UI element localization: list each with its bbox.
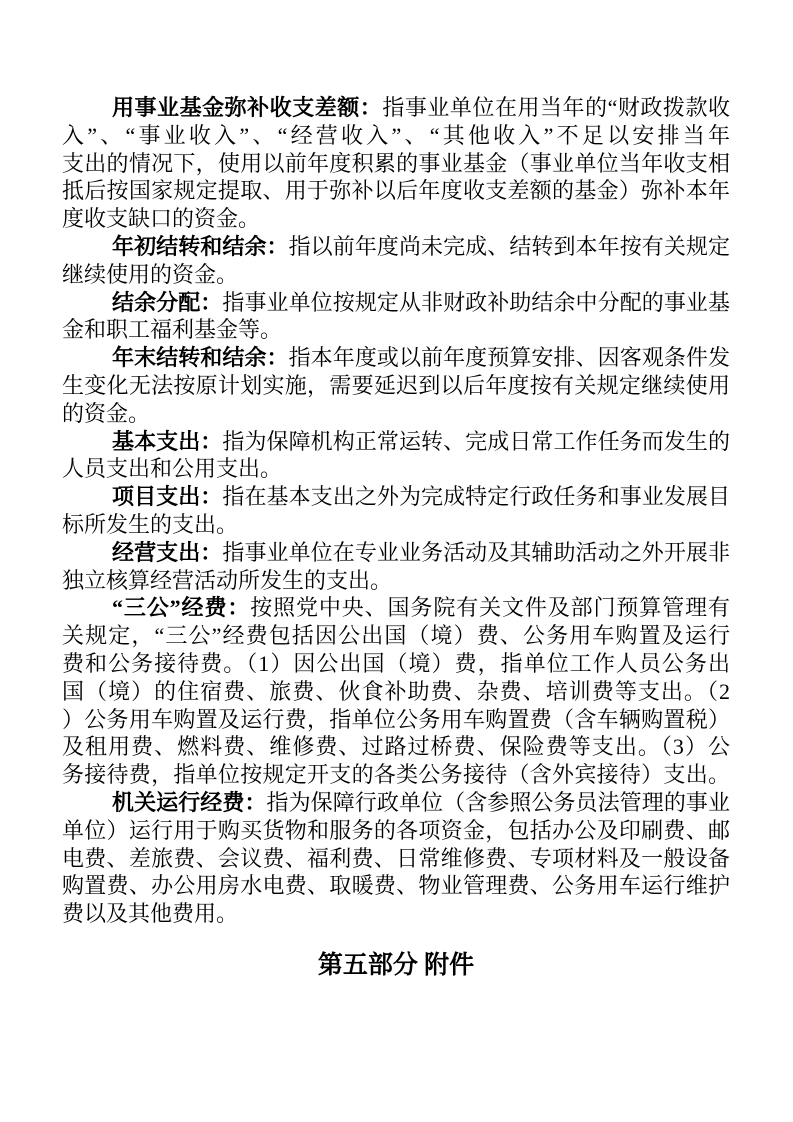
document-line: 支出的情况下，使用以前年度积累的事业基金（事业单位当年收支相 — [62, 150, 730, 176]
document-body — [62, 94, 730, 928]
document-line: “三公”经费：按照党中央、国务院有关文件及部门预算管理有 — [112, 595, 730, 621]
document-line: 度收支缺口的资金。 — [62, 206, 261, 232]
term-label: 机关运行经费： — [112, 789, 267, 815]
document-line: 人员支出和公用支出。 — [62, 456, 283, 482]
document-line: 标所发生的支出。 — [62, 511, 239, 537]
document-line: 务接待费，指单位按规定开支的各类公务接待（含外宾接待）支出。 — [62, 762, 730, 788]
document-text-block — [62, 94, 730, 983]
term-label: 经营支出： — [112, 539, 223, 565]
document-line: 费和公务接待费。（1）因公出国（境）费，指单位工作人员公务出 — [62, 650, 730, 676]
document-line: 费以及其他费用。 — [62, 901, 239, 927]
document-line: 金和职工福利基金等。 — [62, 317, 283, 343]
document-line: 抵后按国家规定提取、用于弥补以后年度收支差额的基金）弥补本年 — [62, 178, 730, 204]
document-line: 用事业基金弥补收支差额：指事业单位在用当年的“财政拨款收 — [112, 95, 730, 120]
term-label: 项目支出： — [112, 484, 223, 510]
document-line: 基本支出：指为保障机构正常运转、完成日常工作任务而发生的 — [112, 428, 730, 454]
document-line: 独立核算经营活动所发生的支出。 — [62, 567, 393, 593]
document-line: 购置费、办公用房水电费、取暖费、物业管理费、公务用车运行维护 — [62, 873, 730, 899]
term-label: 结余分配： — [112, 289, 223, 315]
term-label: 用事业基金弥补收支差额： — [112, 95, 383, 120]
term-label: “三公”经费： — [112, 595, 251, 621]
document-line: 机关运行经费：指为保障行政单位（含参照公务员法管理的事业 — [112, 789, 730, 815]
document-line: 项目支出：指在基本支出之外为完成特定行政任务和事业发展目 — [112, 484, 730, 510]
document-line: 电费、差旅费、会议费、福利费、日常维修费、专项材料及一般设备 — [62, 845, 730, 871]
document-line: 的资金。 — [62, 400, 151, 426]
document-line: 年初结转和结余：指以前年度尚未完成、结转到本年按有关规定 — [112, 233, 730, 259]
document-line: 单位）运行用于购买货物和服务的各项资金，包括办公及印刷费、邮 — [62, 817, 730, 843]
term-label: 年初结转和结余： — [112, 233, 289, 259]
term-label: 年末结转和结余： — [112, 345, 289, 371]
document-line: ）公务用车购置及运行费，指单位公务用车购置费（含车辆购置税） — [62, 706, 730, 732]
document-line: 关规定，“三公”经费包括因公出国（境）费、公务用车购置及运行 — [62, 623, 730, 649]
document-line: 国（境）的住宿费、旅费、伙食补助费、杂费、培训费等支出。（2 — [62, 678, 730, 704]
document-line: 经营支出：指事业单位在专业业务活动及其辅助活动之外开展非 — [112, 539, 730, 565]
document-line: 结余分配：指事业单位按规定从非财政补助结余中分配的事业基 — [112, 289, 730, 315]
document-line: 入”、“事业收入”、“经营收入”、“其他收入”不足以安排当年 — [62, 122, 730, 148]
document-line: 及租用费、燃料费、维修费、过路过桥费、保险费等支出。（3）公 — [62, 734, 730, 760]
term-label: 基本支出： — [112, 428, 223, 454]
document-line: 年末结转和结余：指本年度或以前年度预算安排、因客观条件发 — [112, 345, 730, 371]
document-line: 继续使用的资金。 — [62, 261, 239, 287]
document-line: 生变化无法按原计划实施，需要延迟到以后年度按有关规定继续使用 — [62, 372, 730, 398]
section-heading: 第五部分 附件 — [317, 951, 475, 979]
